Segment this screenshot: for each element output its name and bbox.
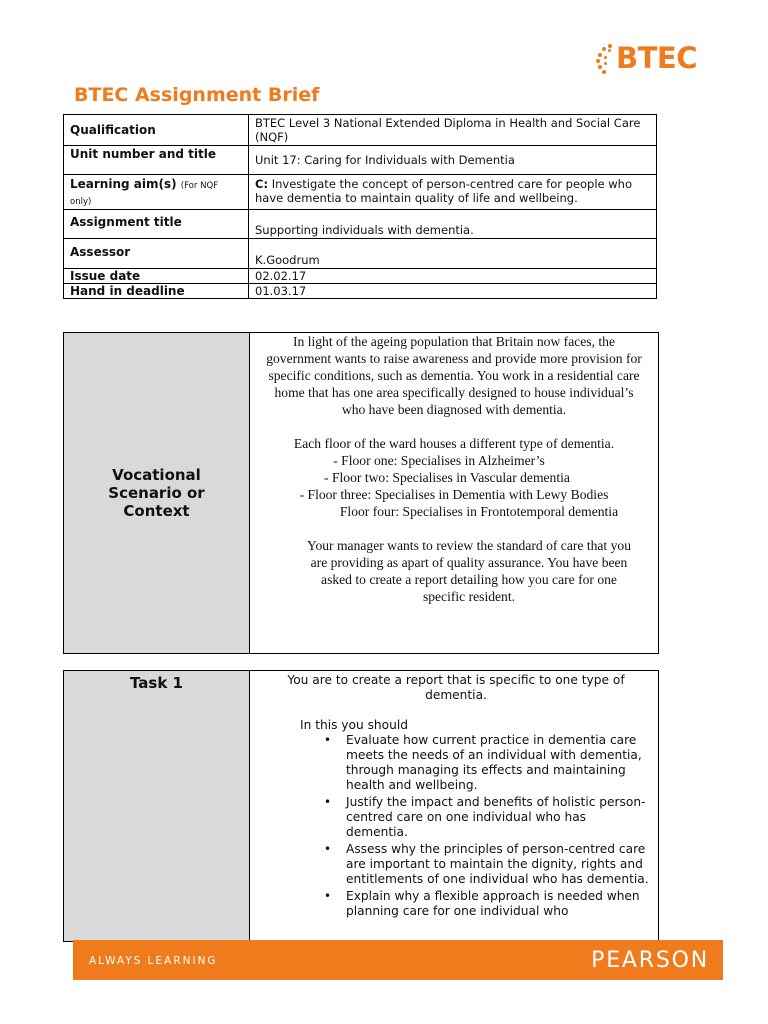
table-row: [64, 284, 657, 299]
logo-text: BTEC: [616, 41, 697, 75]
scenario-section: [63, 332, 659, 654]
assignment-title-value: Supporting individuals with dementia.: [249, 210, 657, 239]
table-row: [64, 115, 657, 146]
assessor-label: Assessor: [64, 239, 249, 269]
issue-date-value: 02.02.17: [249, 269, 657, 284]
footer-banner: [73, 940, 723, 980]
floor-one: - Floor one: Specialises in Alzheimer’s: [333, 453, 545, 468]
scenario-label-cell: [64, 333, 250, 653]
assessor-value: K.Goodrum: [249, 239, 657, 269]
btec-logo: [596, 40, 697, 76]
learning-aim-text: Investigate the concept of person-centred care for people who have dementia to maintain quality of life and wellbeing.: [255, 177, 633, 205]
footer-tagline: ALWAYS LEARNING: [89, 955, 218, 967]
learning-aim-value: [249, 175, 657, 210]
list-item: [324, 842, 650, 887]
task-bullet-text: Justify the impact and benefits of holistic person-centred care on one individual who has dementia.: [346, 795, 646, 839]
task-label: Task 1: [130, 674, 183, 692]
list-item: [324, 733, 650, 793]
bullet-icon: •: [324, 842, 332, 856]
table-row: [64, 146, 657, 175]
scenario-paragraph-1: In light of the ageing population that Britain now faces, the government wants to raise awareness and provide more provision for specific conditions, such as dementia. You work in a residential care home that has one area specifically designed to house individual’s who have been diagnosed with dementia.: [266, 334, 642, 417]
table-row: [64, 175, 657, 210]
task-bullet-text: Evaluate how current practice in dementia care meets the needs of an individual with dementia, through managing its effects and maintaining health and wellbeing.: [346, 733, 642, 792]
qualification-value: BTEC Level 3 National Extended Diploma in Health and Social Care (NQF): [249, 115, 657, 146]
table-row: [64, 269, 657, 284]
table-row: [64, 239, 657, 269]
pearson-logo: PEARSON: [591, 947, 709, 973]
learning-aim-note: (For NQF only): [70, 181, 219, 207]
task-intro: You are to create a report that is specific to one type of dementia.: [287, 673, 625, 702]
task-bullet-text: Explain why a flexible approach is needed when planning care for one individual who: [346, 889, 640, 918]
task-label-cell: [64, 671, 250, 941]
learning-aim-prefix: C:: [255, 177, 269, 191]
task-bullet-list: [262, 733, 650, 919]
task-text-cell: [250, 671, 658, 941]
assignment-title-label: Assignment title: [64, 210, 249, 239]
task-section: [63, 670, 659, 942]
logo-dots-icon: [596, 40, 616, 76]
bullet-icon: •: [324, 733, 332, 747]
assignment-info-table: [63, 114, 657, 299]
qualification-label: Qualification: [64, 115, 249, 146]
floor-two: - Floor two: Specialises in Vascular dementia: [324, 470, 570, 485]
learning-aim-label: [64, 175, 249, 210]
page-title: BTEC Assignment Brief: [74, 84, 320, 106]
unit-label: Unit number and title: [64, 146, 249, 175]
table-row: [64, 210, 657, 239]
unit-value: Unit 17: Caring for Individuals with Dementia: [249, 146, 657, 175]
floor-three: - Floor three: Specialises in Dementia with Lewy Bodies: [299, 487, 609, 502]
scenario-floors-intro: Each floor of the ward houses a different type of dementia.: [293, 436, 615, 451]
issue-date-label: Issue date: [64, 269, 249, 284]
bullet-icon: •: [324, 795, 332, 809]
task-bullet-text: Assess why the principles of person-centred care are important to maintain the dignity, rights and entitlements of one individual who has dementia.: [346, 842, 649, 886]
scenario-paragraph-3: Your manager wants to review the standard of care that you are providing as apart of quality assurance. You have been asked to create a report detailing how you care for one specific resident.: [306, 538, 631, 604]
learning-aim-label-text: Learning aim(s): [70, 177, 177, 191]
task-should: In this you should: [300, 718, 408, 732]
scenario-label: Vocational Scenario or Context: [108, 466, 205, 520]
scenario-text-cell: [250, 333, 658, 653]
floor-four: Floor four: Specialises in Frontotemporal dementia: [339, 504, 619, 519]
list-item: [324, 889, 650, 919]
deadline-label: Hand in deadline: [64, 284, 249, 299]
deadline-value: 01.03.17: [249, 284, 657, 299]
list-item: [324, 795, 650, 840]
bullet-icon: •: [324, 889, 332, 903]
